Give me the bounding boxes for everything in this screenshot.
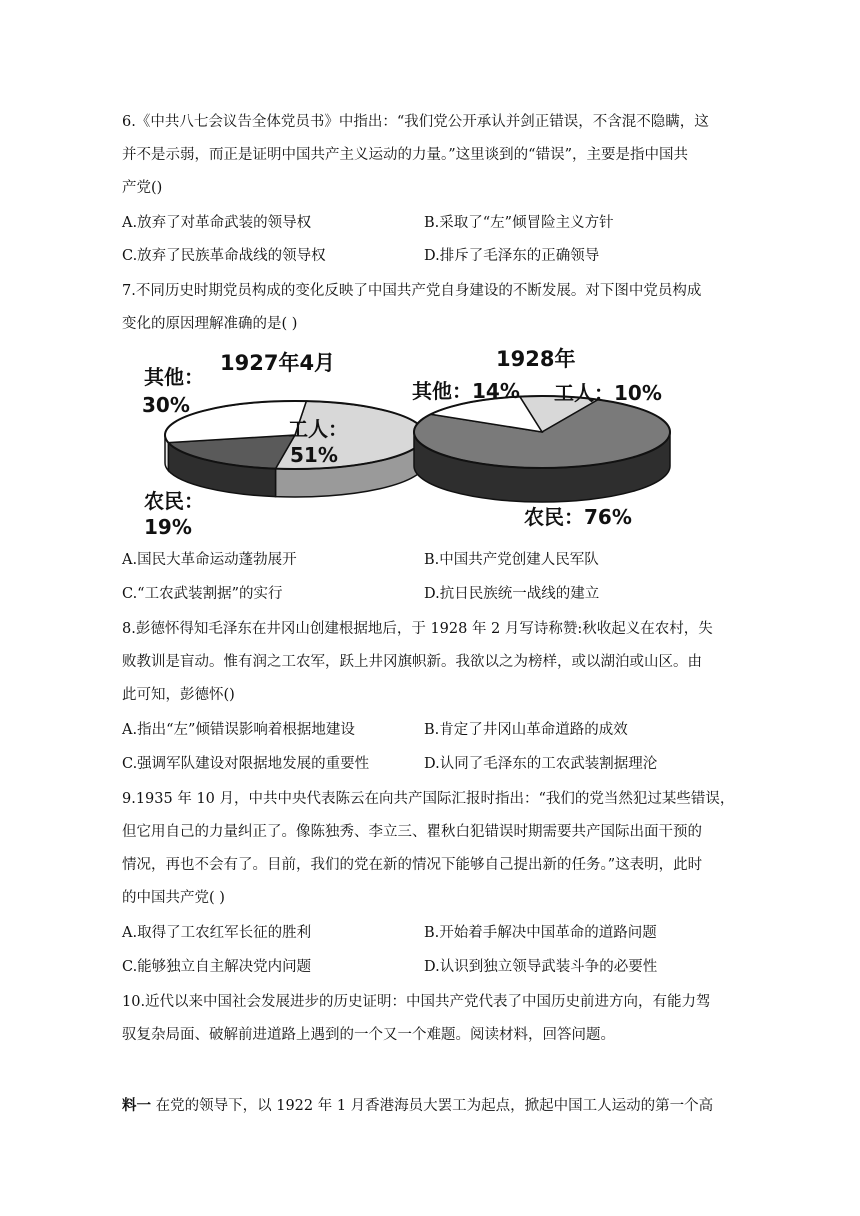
q9-option-c: C.能够独立自主解决党内问题: [122, 959, 312, 975]
q6-stem-line-3: 产党(): [122, 180, 163, 196]
pie2-title: 1928年: [496, 347, 576, 371]
pie1-label-other-pct: 30%: [142, 393, 190, 417]
q9-stem-line-4: 的中国共产党( ): [122, 890, 225, 906]
q6-option-a: A.放弃了对革命武装的领导权: [122, 215, 312, 231]
q8-stem-line-1: 8.彭德怀得知毛泽东在井冈山创建根据地后，于 1928 年 2 月写诗称赞:秋收起义在农村，失: [122, 621, 713, 637]
material-one-text: 在党的领导下，以 1922 年 1 月香港海员大罢工为起点，掀起中国工人运动的第一个高: [151, 1098, 714, 1114]
q9-stem-line-3: 情况，再也不会有了。目前，我们的党在新的情况下能够自己提出新的任务。”这表明，此时: [122, 857, 703, 873]
q10-stem-line-2: 驭复杂局面、破解前进道路上遇到的一个又一个难题。阅读材料，回答问题。: [122, 1027, 615, 1043]
pie1-label-peasants: 农民：: [144, 489, 204, 513]
pie1-title: 1927年4月: [220, 351, 336, 375]
q6-option-b: B.采取了“左”倾冒险主义方针: [424, 215, 614, 231]
pie1-label-other: 其他：: [144, 365, 204, 389]
q9-option-b: B.开始着手解决中国革命的道路问题: [424, 925, 657, 941]
q10-stem-line-1: 10.近代以来中国社会发展进步的历史证明：中国共产党代表了中国历史前进方向，有能力驾: [122, 994, 711, 1010]
q8-option-a: A.指出“左”倾错误影响着根据地建设: [122, 722, 355, 738]
pie1-label-workers-pct: 51%: [290, 443, 338, 467]
q6-stem-line-2: 并不是示弱，而正是证明中国共产主义运动的力量。”这里谈到的“错误”，主要是指中国共: [122, 147, 688, 163]
q8-stem-line-2: 败教训是盲动。惟有润之工农军，跃上井冈旗帜新。我欲以之为榜样，或以湖泊或山区。由: [122, 654, 702, 670]
q6-stem-line-1: 6.《中共八七会议告全体党员书》中指出：“我们党公开承认并剑正错误，不含混不隐瞒，这: [122, 114, 709, 130]
q9-option-a: A.取得了工农红军长征的胜利: [122, 925, 312, 941]
q7-option-d: D.抗日民族统一战线的建立: [424, 586, 600, 602]
q8-option-b: B.肯定了井冈山革命道路的成效: [424, 722, 628, 738]
q7-stem-line-1: 7.不同历史时期党员构成的变化反映了中国共产党自身建设的不断发展。对下图中党员构成: [122, 283, 702, 299]
pie1-label-workers: 工人：: [288, 417, 348, 441]
q6-option-d: D.排斥了毛泽东的正确领导: [424, 248, 600, 264]
material-one: [122, 1096, 713, 1116]
q9-stem-line-2: 但它用自己的力量纠正了。像陈独秀、李立三、瞿秋白犯错误时期需要共产国际出面干预的: [122, 824, 702, 840]
pie2-label-peasants: 农民：76%: [524, 505, 632, 529]
q7-option-b: B.中国共产党创建人民军队: [424, 552, 599, 568]
q8-option-d: D.认同了毛泽东的工农武装割据理沦: [424, 756, 658, 772]
q8-stem-line-3: 此可知，彭德怀(): [122, 687, 235, 703]
pie1-label-peasants-pct: 19%: [144, 515, 192, 539]
q9-stem-line-1: 9.1935 年 10 月，中共中央代表陈云在向共产国际汇报时指出：“我们的党当然犯过某些错误，: [122, 791, 735, 807]
pie2-label-other: 其他：14%: [412, 379, 520, 403]
q7-option-c: C.“工农武装割据”的实行: [122, 586, 283, 602]
party-composition-pie-charts: [130, 340, 690, 540]
q7-option-a: A.国民大革命运动蓬勃展开: [122, 552, 297, 568]
material-one-label: 料一: [122, 1097, 151, 1114]
pie2-label-workers: 工人：10%: [554, 381, 662, 405]
q7-stem-line-2: 变化的原因理解准确的是( ): [122, 316, 298, 332]
q9-option-d: D.认识到独立领导武装斗争的必要性: [424, 959, 658, 975]
q6-option-c: C.放弃了民族革命战线的领导权: [122, 248, 326, 264]
q8-option-c: C.强调军队建设对限据地发展的重要性: [122, 756, 370, 772]
